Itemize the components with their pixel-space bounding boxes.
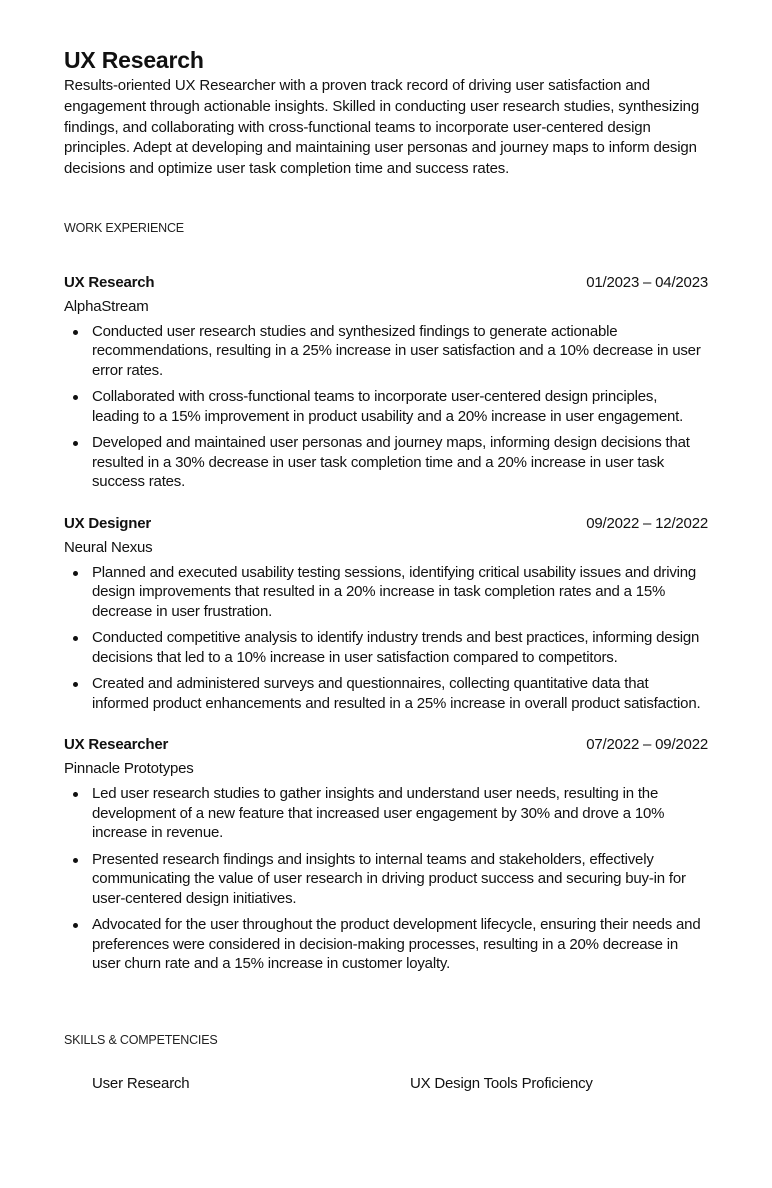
bullet-icon xyxy=(73,330,78,335)
job-header xyxy=(64,515,708,537)
resume-title: UX Research xyxy=(64,47,204,73)
job-dates: 09/2022 – 12/2022 xyxy=(586,514,708,532)
bullet-text: Developed and maintained user personas and journey maps, informing design decisions that resulted in a 30% decrease in user task completion time and a 20% increase in user task success rates. xyxy=(92,434,690,491)
bullet-text: Planned and executed usability testing sessions, identifying critical usability issues and driving design improvements that resulted in a 20% increase in task completion rates and a 15% decrease in user frustration. xyxy=(92,563,697,620)
job-bullet xyxy=(92,563,708,622)
company-name: Pinnacle Prototypes xyxy=(64,760,194,778)
bullet-icon xyxy=(73,571,78,576)
section-heading-work-experience: WORK EXPERIENCE xyxy=(64,220,184,235)
bullet-text: Collaborated with cross-functional teams to incorporate user-centered design principles, leading to a 15% improvement in product usability and a 20% increase in user engagement. xyxy=(92,388,684,425)
company-name: Neural Nexus xyxy=(64,538,153,556)
bullet-icon xyxy=(73,923,78,928)
bullet-text: Conducted competitive analysis to identify industry trends and best practices, informing design decisions that led to a 10% increase in user satisfaction compared to competitors. xyxy=(92,629,700,666)
job-bullet-list xyxy=(64,784,708,974)
bullet-icon xyxy=(73,441,78,446)
resume-page xyxy=(64,44,708,1094)
job-bullet xyxy=(92,433,708,492)
job-title: UX Designer xyxy=(64,514,151,532)
job-bullet xyxy=(92,322,708,381)
bullet-icon xyxy=(73,792,78,797)
skill-item: User Research xyxy=(92,1074,190,1092)
bullet-text: Presented research findings and insights to internal teams and stakeholders, effectively communicating the value of user research in driving product success and securing buy-in for user-centered design initiatives. xyxy=(92,850,686,907)
bullet-text: Conducted user research studies and synthesized findings to generate actionable recommendations, resulting in a 25% increase in user satisfaction and a 10% decrease in user error rates. xyxy=(92,322,701,379)
company-name: AlphaStream xyxy=(64,297,149,315)
job-header xyxy=(64,274,708,296)
professional-summary: Results-oriented UX Researcher with a proven track record of driving user satisfaction and engagement through actionable insights. Skilled in conducting user research studies, synthesizing findings, and collaborating with cross-functional teams to incorporate user-centered design principles. Adept at developing and maintaining user personas and journey maps to inform design decisions and optimize user task completion time and success rates. xyxy=(64,77,700,178)
job-bullet xyxy=(92,915,708,974)
job-bullet xyxy=(92,784,708,843)
bullet-icon xyxy=(73,636,78,641)
job-entry xyxy=(64,736,708,974)
job-bullet xyxy=(92,387,708,426)
job-dates: 07/2022 – 09/2022 xyxy=(586,736,708,754)
bullet-text: Led user research studies to gather insights and understand user needs, resulting in the development of a new feature that increased user engagement by 30% and drove a 10% increase in revenue. xyxy=(92,785,665,842)
job-bullet-list xyxy=(64,563,708,714)
job-title: UX Researcher xyxy=(64,736,169,754)
skill-item: UX Design Tools Proficiency xyxy=(410,1074,593,1092)
job-entry xyxy=(64,515,708,714)
job-bullet xyxy=(92,850,708,909)
bullet-text: Advocated for the user throughout the product development lifecycle, ensuring their needs and preferences were considered in decision-making processes, resulting in a 20% decrease in user churn rate and a 15% increase in customer loyalty. xyxy=(92,916,701,973)
job-dates: 01/2023 – 04/2023 xyxy=(586,273,708,291)
job-entry xyxy=(64,274,708,492)
job-bullet xyxy=(92,628,708,667)
skills-grid xyxy=(64,1074,708,1094)
bullet-icon xyxy=(73,395,78,400)
job-title: UX Research xyxy=(64,273,155,291)
bullet-icon xyxy=(73,682,78,687)
bullet-text: Created and administered surveys and questionnaires, collecting quantitative data that informed product enhancements and resulted in a 25% increase in overall product satisfaction. xyxy=(92,675,701,712)
job-header xyxy=(64,736,708,758)
bullet-icon xyxy=(73,858,78,863)
job-bullet xyxy=(92,674,708,713)
job-bullet-list xyxy=(64,322,708,492)
section-heading-skills: SKILLS & COMPETENCIES xyxy=(64,1032,218,1047)
